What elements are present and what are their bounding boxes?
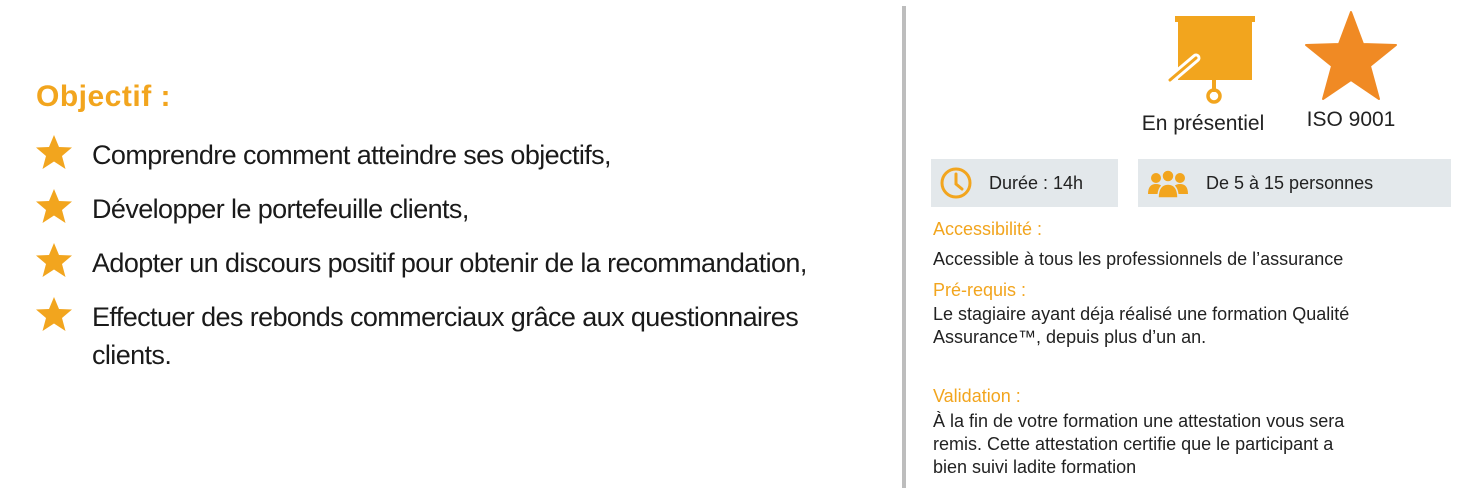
accessibilite-title: Accessibilité : [933, 219, 1043, 239]
clock-icon [939, 166, 973, 200]
prerequis-text-line2: Assurance™, depuis plus d’un an. [933, 327, 1207, 347]
objective-item [34, 190, 892, 228]
iso-label: ISO 9001 [1306, 108, 1396, 131]
people-group-icon [1146, 166, 1190, 200]
presentation-board-icon [1148, 14, 1258, 106]
star-bullet-icon [34, 294, 74, 334]
objective-text: Développer le portefeuille clients, [92, 194, 469, 224]
iso-badge [1296, 10, 1406, 132]
star-bullet-icon [34, 132, 74, 172]
prerequis-title: Pré-requis : [933, 280, 1027, 300]
objective-text: Effectuer des rebonds commerciaux grâce aux questionnaires clients. [92, 302, 799, 370]
objective-text: Adopter un discours positif pour obtenir de la recommandation, [92, 248, 807, 278]
accessibilite-text: Accessible à tous les professionnels de l’assurance [933, 249, 1344, 269]
star-icon [1303, 10, 1399, 102]
presentiel-label: En présentiel [1141, 112, 1265, 135]
objective-item [34, 244, 892, 282]
prerequis-text-line1: Le stagiaire ayant déja réalisé une formation Qualité [933, 304, 1350, 324]
duration-box [931, 159, 1118, 207]
validation-title: Validation : [933, 386, 1021, 406]
column-divider [902, 6, 906, 488]
validation-text-line1: À la fin de votre formation une attestation vous sera [933, 411, 1345, 431]
validation-text-line2: remis. Cette attestation certifie que le participant a [933, 434, 1334, 454]
objective-text: Comprendre comment atteindre ses objectifs, [92, 140, 611, 170]
group-size-text: De 5 à 15 personnes [1206, 172, 1374, 193]
presentiel-badge [1128, 14, 1278, 136]
validation-text-line3: bien suivi ladite formation [933, 457, 1137, 477]
star-bullet-icon [34, 240, 74, 280]
duration-text: Durée : 14h [989, 172, 1084, 193]
star-bullet-icon [34, 186, 74, 226]
objective-item [34, 136, 892, 174]
objective-item [34, 298, 872, 374]
group-size-box [1138, 159, 1451, 207]
objectif-title: Objectif : [36, 80, 172, 113]
